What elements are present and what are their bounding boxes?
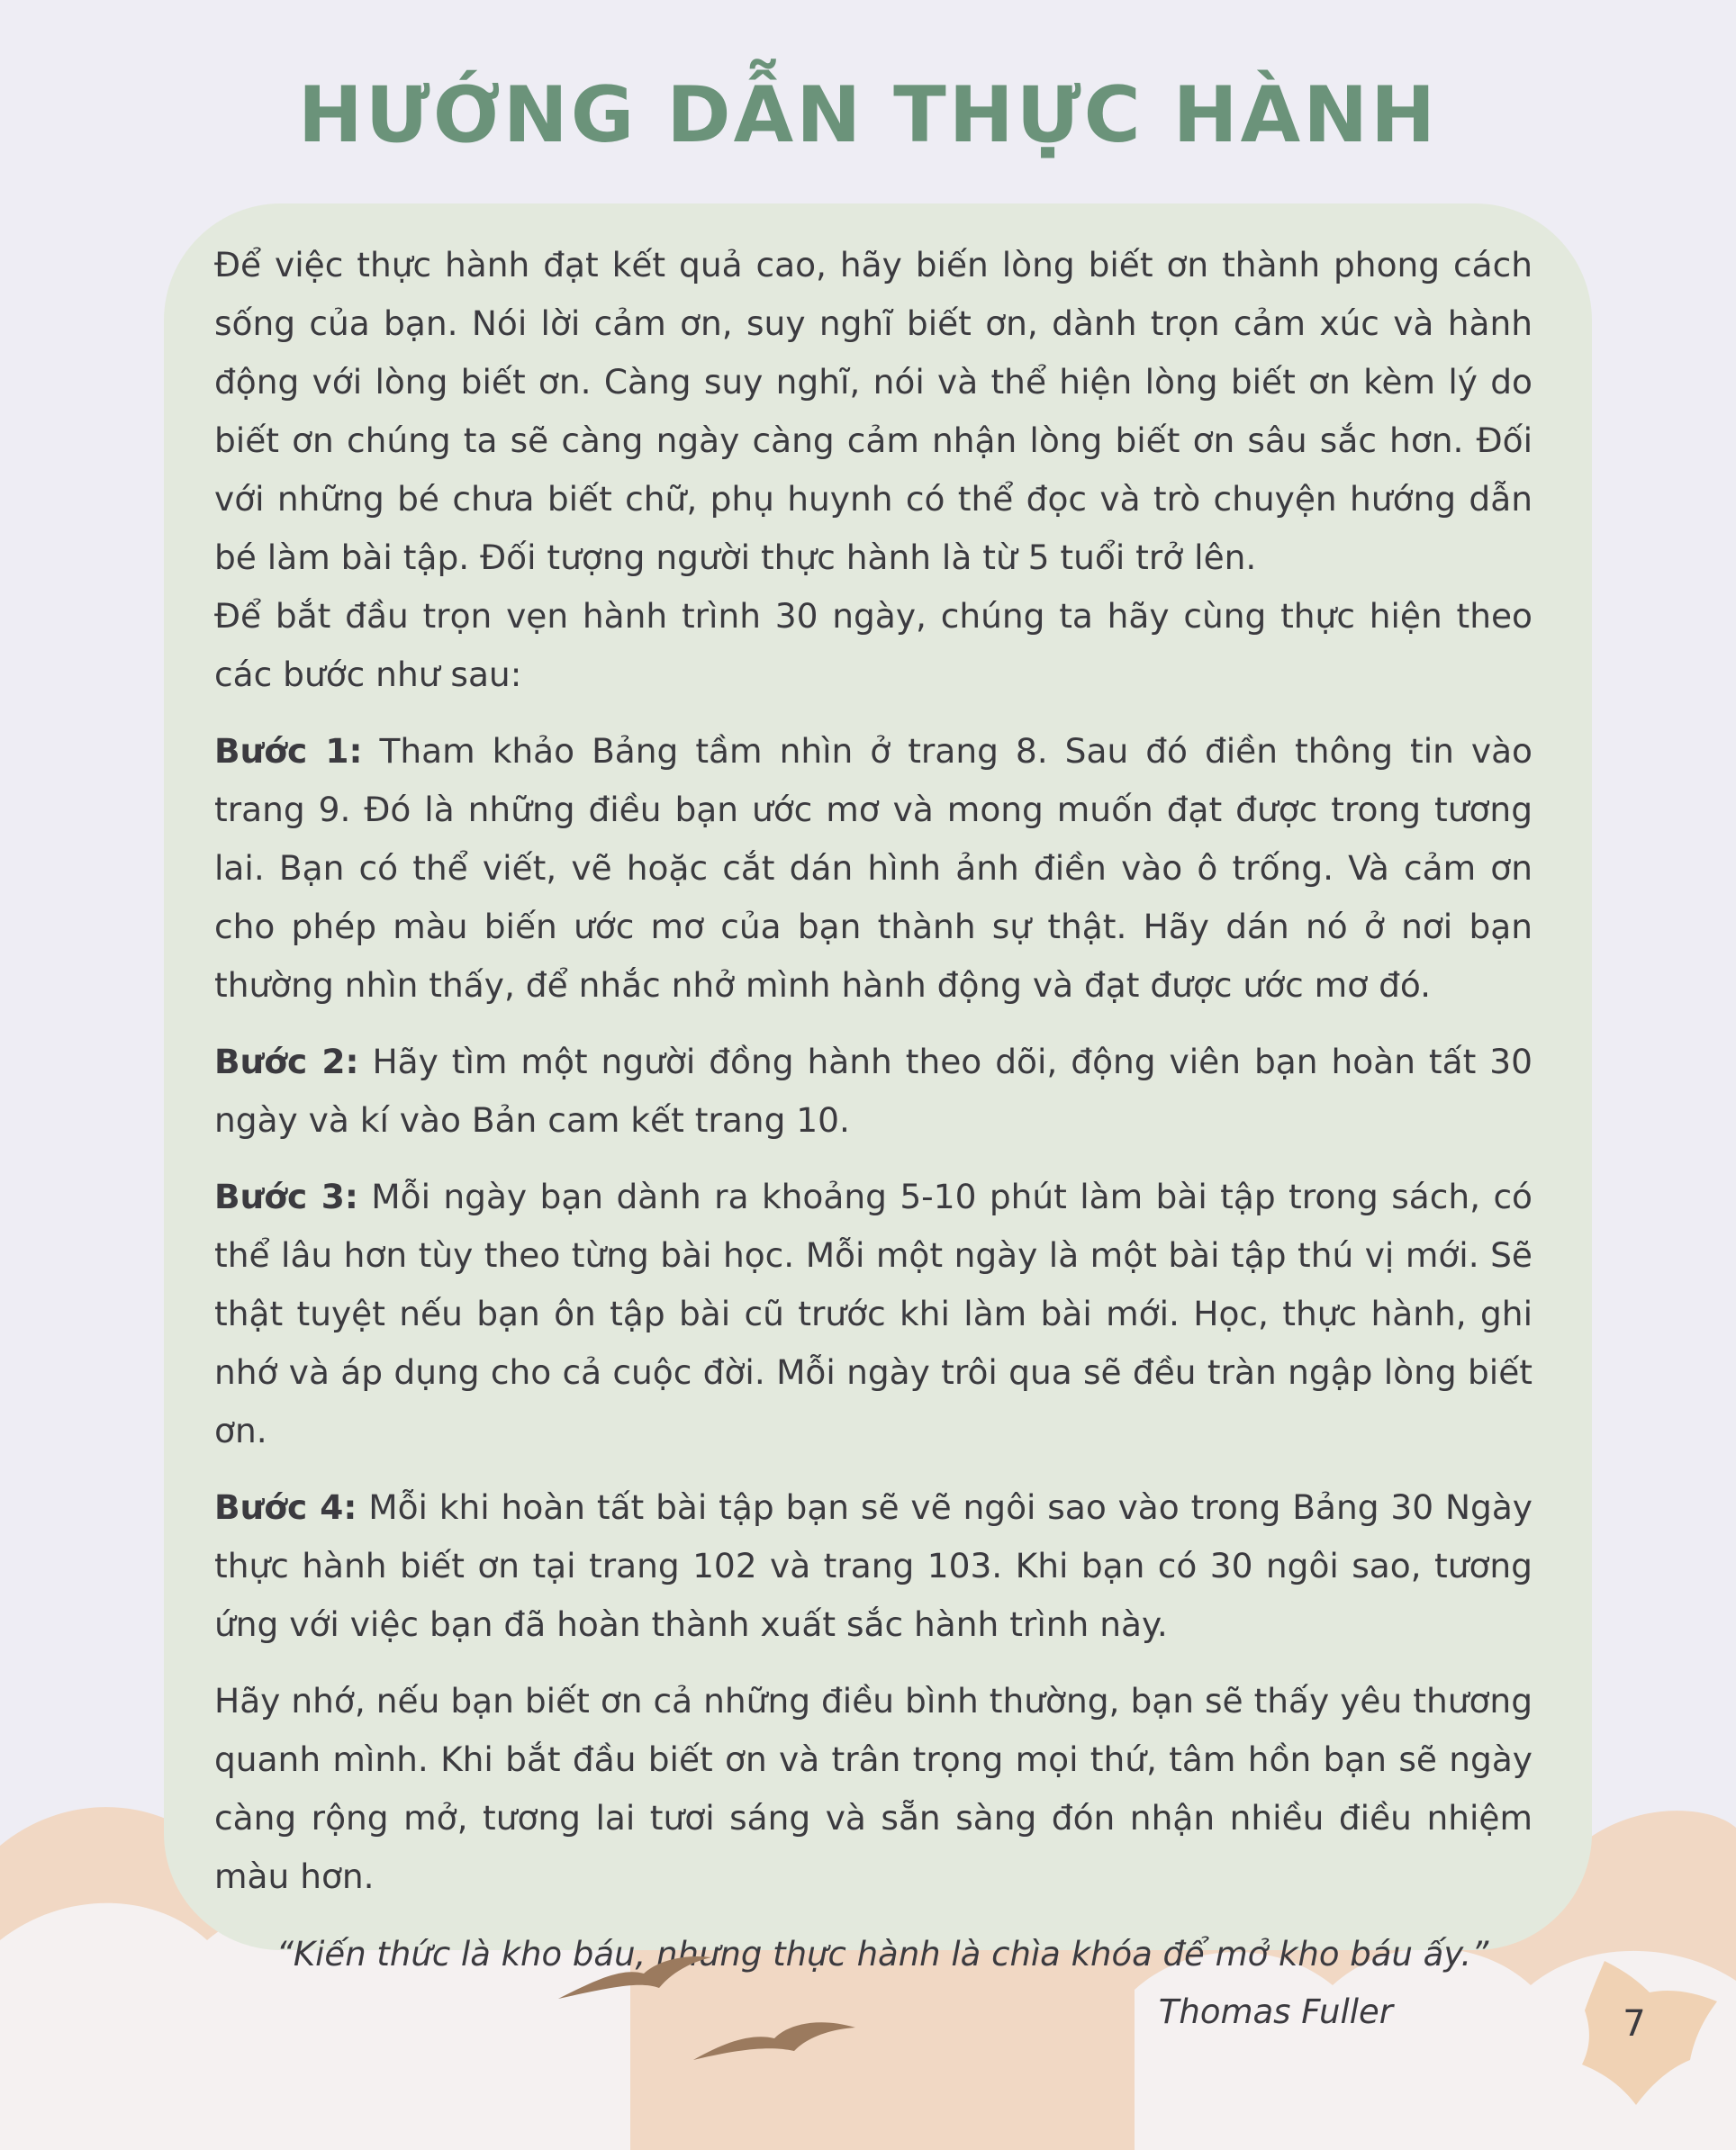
bird-icon bbox=[693, 2022, 855, 2060]
step-1 bbox=[214, 722, 1533, 1015]
step-4-label: Bước 4: bbox=[214, 1487, 357, 1527]
intro-paragraph: Để việc thực hành đạt kết quả cao, hãy biến lòng biết ơn thành phong cách sống của bạn. Nói lời cảm ơn, suy nghĩ biết ơn, dành trọn cảm xúc và hành động với lòng biết ơn. Càng suy nghĩ, nói và thể hiện lòng biết ơn kèm lý do biết ơn chúng ta sẽ càng ngày càng cảm nhận lòng biết ơn sâu sắc hơn. Đối với những bé chưa biết chữ, phụ huynh có thể đọc và trò chuyện hướng dẫn bé làm bài tập. Đối tượng người thực hành là từ 5 tuổi trở lên. bbox=[214, 245, 1533, 577]
page-title: HƯỚNG DẪN THỰC HÀNH bbox=[297, 70, 1439, 160]
step-2-label: Bước 2: bbox=[214, 1042, 359, 1081]
birds-illustration bbox=[558, 1945, 864, 2062]
step-4 bbox=[214, 1478, 1533, 1654]
step-3 bbox=[214, 1168, 1533, 1460]
bird-icon bbox=[558, 1956, 711, 1999]
step-3-text: Mỗi ngày bạn dành ra khoảng 5-10 phút làm bài tập trong sách, có thể lâu hơn tùy theo từng bài học. Mỗi một ngày là một bài tập thú vị mới. Sẽ thật tuyệt nếu bạn ôn tập bài cũ trước khi làm bài mới. Học, thực hành, ghi nhớ và áp dụng cho cả cuộc đời. Mỗi ngày trôi qua sẽ đều tràn ngập lòng biết ơn. bbox=[214, 1177, 1533, 1450]
quote-author: Thomas Fuller bbox=[1158, 1992, 1393, 2031]
instructions-card bbox=[164, 203, 1592, 2031]
step-4-text: Mỗi khi hoàn tất bài tập bạn sẽ vẽ ngôi sao vào trong Bảng 30 Ngày thực hành biết ơn tại trang 102 và trang 103. Khi bạn có 30 ngôi sao, tương ứng với việc bạn đã hoàn thành xuất sắc hành trình này. bbox=[214, 1487, 1533, 1644]
step-2-text: Hãy tìm một người đồng hành theo dõi, động viên bạn hoàn tất 30 ngày và kí vào Bản cam kết trang 10. bbox=[214, 1042, 1533, 1140]
page-number: 7 bbox=[1623, 2003, 1646, 2045]
step-1-text: Tham khảo Bảng tầm nhìn ở trang 8. Sau đó điền thông tin vào trang 9. Đó là những điều bạn ước mơ và mong muốn đạt được trong tương lai. Bạn có thể viết, vẽ hoặc cắt dán hình ảnh điền vào ô trống. Và cảm ơn cho phép màu biến ước mơ của bạn thành sự thật. Hãy dán nó ở nơi bạn thường nhìn thấy, để nhắc nhở mình hành động và đạt được ước mơ đó. bbox=[214, 731, 1533, 1005]
step-2 bbox=[214, 1033, 1533, 1150]
intro-steps-lead: Để bắt đầu trọn vẹn hành trình 30 ngày, chúng ta hãy cùng thực hiện theo các bước như sau: bbox=[214, 596, 1533, 694]
step-3-label: Bước 3: bbox=[214, 1177, 358, 1216]
closing-paragraph: Hãy nhớ, nếu bạn biết ơn cả những điều bình thường, bạn sẽ thấy yêu thương quanh mình. Khi bắt đầu biết ơn và trân trọng mọi thứ, tâm hồn bạn sẽ ngày càng rộng mở, tương lai tươi sáng và sẵn sàng đón nhận nhiều điều nhiệm màu hơn. bbox=[214, 1681, 1533, 1896]
step-1-label: Bước 1: bbox=[214, 731, 363, 771]
quote-text: “Kiến thức là kho báu, nhưng thực hành là chìa khóa để mở kho báu ấy.” bbox=[276, 1935, 1489, 1974]
